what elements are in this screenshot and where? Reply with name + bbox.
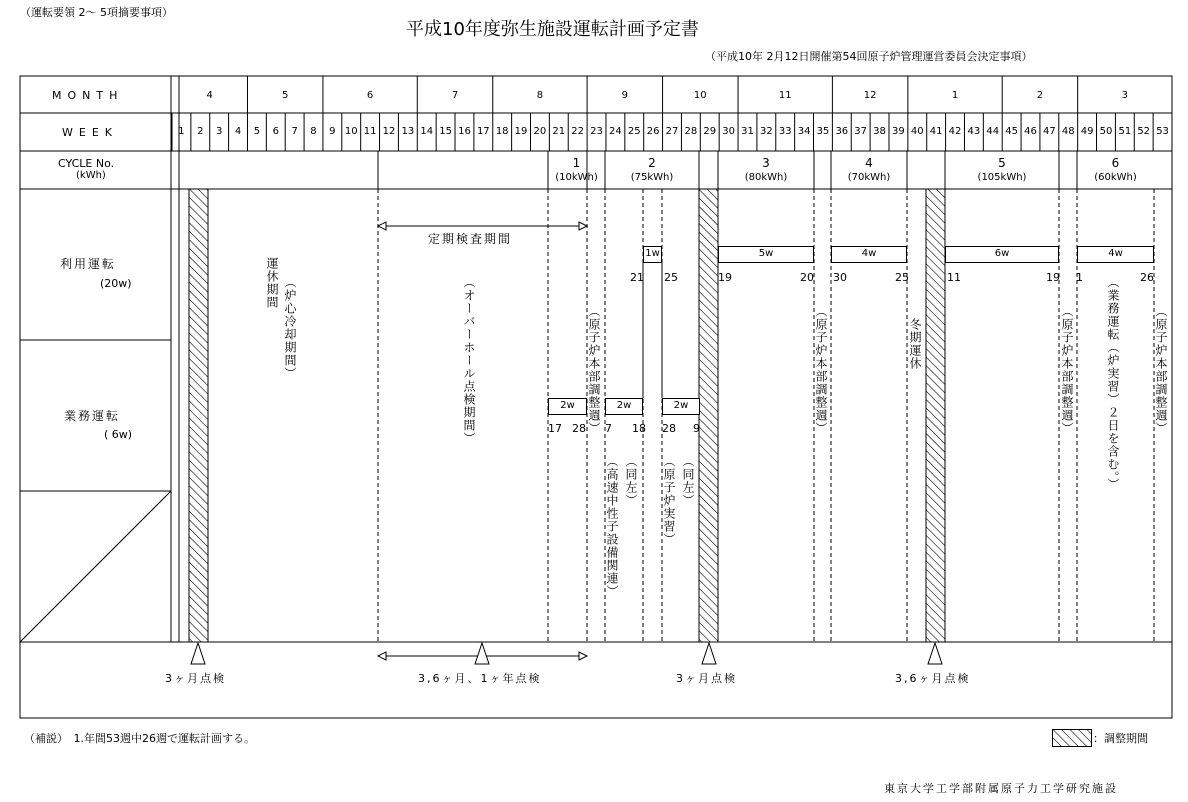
riyo-box-4w-a: 4w bbox=[831, 246, 907, 263]
note-overhaul: （オーバーホール点検期間） bbox=[462, 276, 476, 445]
hatched-period bbox=[699, 189, 718, 642]
date-label: 18 bbox=[632, 422, 646, 435]
date-label: 19 bbox=[718, 271, 732, 284]
week-cell: 52 bbox=[1137, 126, 1151, 137]
gyomu-box-2w-c: 2w bbox=[662, 398, 700, 415]
week-cell: 8 bbox=[310, 126, 317, 137]
week-cell: 7 bbox=[291, 126, 298, 137]
week-cell: 18 bbox=[495, 126, 509, 137]
week-cell: 48 bbox=[1061, 126, 1075, 137]
inspection-triangle-icon bbox=[702, 643, 716, 664]
week-cell: 24 bbox=[609, 126, 622, 137]
cycle-number: 6 bbox=[1111, 156, 1120, 170]
note-roshin: （炉心冷却期間） bbox=[283, 276, 297, 380]
cycle-number: 5 bbox=[998, 156, 1006, 170]
week-cell: 11 bbox=[363, 126, 377, 137]
week-cell: 29 bbox=[703, 126, 717, 137]
week-cell: 25 bbox=[627, 126, 641, 137]
month-cell: 12 bbox=[863, 90, 877, 101]
inspection-triangle-icon bbox=[475, 643, 489, 664]
week-cell: 46 bbox=[1024, 126, 1037, 137]
week-cell: 35 bbox=[816, 126, 830, 137]
row-label-riyo: 利用運転 bbox=[60, 257, 117, 271]
week-cell: 43 bbox=[967, 126, 981, 137]
arrow-head bbox=[378, 652, 386, 660]
cycle-number: 1 bbox=[572, 156, 581, 170]
riyo-box-6w: 6w bbox=[945, 246, 1059, 263]
date-label: 21 bbox=[630, 271, 644, 284]
month-cell: 9 bbox=[621, 90, 629, 101]
week-cell: 47 bbox=[1042, 126, 1056, 137]
week-cell: 30 bbox=[722, 126, 735, 137]
week-cell: 27 bbox=[665, 126, 679, 137]
arrow-head bbox=[579, 222, 587, 230]
week-cell: 32 bbox=[759, 126, 773, 137]
riyo-box-1w: 1w bbox=[643, 246, 662, 263]
month-cell: 7 bbox=[451, 90, 459, 101]
cycle-kwh: (80kWh) bbox=[744, 172, 788, 183]
hatched-period bbox=[926, 189, 945, 642]
week-cell: 42 bbox=[948, 126, 962, 137]
cycle-number: 4 bbox=[865, 156, 873, 170]
date-label: 1 bbox=[1076, 271, 1083, 284]
week-cell: 45 bbox=[1005, 126, 1018, 137]
note-koso: （高速中性子設備関連） bbox=[605, 455, 619, 598]
note-doza-2: （同左） bbox=[681, 455, 695, 507]
week-cell: 33 bbox=[778, 126, 792, 137]
week-cell: 22 bbox=[571, 126, 585, 137]
week-cell: 23 bbox=[590, 126, 603, 137]
month-cell: 8 bbox=[536, 90, 544, 101]
week-cell: 50 bbox=[1099, 126, 1113, 137]
note-gyomu: （業務運転（炉実習）２日を含む。） bbox=[1106, 276, 1120, 491]
month-cell: 4 bbox=[206, 90, 213, 101]
note-kyushi: 運休期間 bbox=[265, 257, 279, 309]
week-cell: 16 bbox=[458, 126, 471, 137]
page-title: 平成10年度弥生施設運転計画予定書 bbox=[406, 19, 699, 40]
month-cell: 2 bbox=[1036, 90, 1044, 101]
riyo-box-4w-b: 4w bbox=[1077, 246, 1154, 263]
week-cell: 3 bbox=[215, 126, 223, 137]
week-cell: 21 bbox=[552, 126, 566, 137]
legend-label: ：調整期間 bbox=[1093, 732, 1148, 745]
week-cell: 34 bbox=[797, 126, 811, 137]
gyomu-box-2w-a: 2w bbox=[548, 398, 587, 415]
week-cell: 15 bbox=[439, 126, 452, 137]
month-cell: 1 bbox=[951, 90, 959, 101]
inspection-triangle-icon bbox=[928, 643, 942, 664]
week-cell: 40 bbox=[910, 126, 924, 137]
date-label: 28 bbox=[572, 422, 586, 435]
week-cell: 6 bbox=[272, 126, 279, 137]
date-label: 9 bbox=[693, 422, 700, 435]
cycle-kwh: (10kWh) bbox=[555, 172, 598, 183]
inspection-label: 3ヶ月点検 bbox=[165, 672, 226, 685]
inspection-label: 3ヶ月点検 bbox=[676, 672, 737, 685]
note-doza-1: （同左） bbox=[624, 455, 638, 507]
arrow-head bbox=[579, 652, 587, 660]
note-genshiro-1: （原子炉本部調整週） bbox=[587, 305, 601, 435]
organization: 東京大学工学部附属原子力工学研究施設 bbox=[884, 782, 1118, 795]
inspection-label: 3,6ヶ月点検 bbox=[895, 672, 971, 685]
empty-cell-diagonal bbox=[20, 491, 171, 642]
week-cell: 10 bbox=[344, 126, 358, 137]
date-label: 11 bbox=[947, 271, 961, 284]
date-label: 28 bbox=[662, 422, 676, 435]
week-cell: 31 bbox=[741, 126, 754, 137]
note-genshiro-4: （原子炉本部調整週） bbox=[1154, 305, 1168, 435]
date-label: 30 bbox=[833, 271, 847, 284]
page-subtitle: （平成10年 2月12日開催第54回原子炉管理運営委員会決定事項） bbox=[705, 50, 1033, 63]
month-cell: 11 bbox=[778, 90, 792, 101]
week-cell: 17 bbox=[476, 126, 490, 137]
row-label-week: WEEK bbox=[62, 126, 118, 139]
cycle-number: 3 bbox=[762, 156, 770, 170]
week-cell: 14 bbox=[420, 126, 434, 137]
row-label-gyomu-sub: ( 6w) bbox=[104, 428, 133, 441]
arrow-head bbox=[378, 222, 386, 230]
month-cell: 5 bbox=[282, 90, 289, 101]
hatched-period bbox=[189, 189, 208, 642]
week-cell: 4 bbox=[234, 126, 242, 137]
riyo-box-5w: 5w bbox=[718, 246, 814, 263]
footer-note: （補説） 1.年間53週中26週で運転計画する。 bbox=[24, 732, 255, 745]
week-cell: 28 bbox=[684, 126, 698, 137]
cycle-number: 2 bbox=[648, 156, 656, 170]
week-cell: 41 bbox=[929, 126, 943, 137]
cycle-kwh: (105kWh) bbox=[977, 172, 1027, 183]
month-cell: 3 bbox=[1121, 90, 1128, 101]
inspection-triangle-icon bbox=[191, 643, 205, 664]
row-label-cycle: CYCLE No. bbox=[58, 157, 115, 170]
row-label-riyo-sub: (20w) bbox=[100, 277, 132, 290]
legend-hatch-swatch bbox=[1052, 729, 1092, 747]
week-cell: 20 bbox=[533, 126, 547, 137]
note-genshiro-3: （原子炉本部調整週） bbox=[1060, 305, 1074, 435]
week-cell: 13 bbox=[401, 126, 415, 137]
teiki-label: 定期検査期間 bbox=[428, 232, 513, 246]
date-label: 19 bbox=[1046, 271, 1060, 284]
week-cell: 5 bbox=[253, 126, 261, 137]
week-cell: 12 bbox=[382, 126, 396, 137]
cycle-kwh: (60kWh) bbox=[1094, 172, 1137, 183]
cycle-kwh: (70kWh) bbox=[847, 172, 891, 183]
date-label: 17 bbox=[548, 422, 562, 435]
week-cell: 36 bbox=[835, 126, 849, 137]
date-label: 25 bbox=[895, 271, 909, 284]
row-label-cycle-unit: (kWh) bbox=[76, 170, 106, 181]
cycle-kwh: (75kWh) bbox=[630, 172, 674, 183]
row-label-month: MONTH bbox=[52, 89, 124, 102]
week-cell: 53 bbox=[1156, 126, 1169, 137]
gyomu-box-2w-b: 2w bbox=[605, 398, 643, 415]
week-cell: 49 bbox=[1080, 126, 1094, 137]
week-cell: 2 bbox=[197, 126, 204, 137]
month-cell: 6 bbox=[366, 90, 374, 101]
note-genshiro-2: （原子炉本部調整週） bbox=[814, 305, 828, 435]
inspection-label: 3,6ヶ月、1ヶ年点検 bbox=[418, 672, 542, 685]
date-label: 7 bbox=[605, 422, 612, 435]
note-jisshu: （原子炉実習） bbox=[662, 455, 676, 546]
top-note: （運転要領 2～ 5項摘要事項） bbox=[20, 6, 173, 19]
week-cell: 39 bbox=[892, 126, 905, 137]
note-toki: 冬期運休 bbox=[908, 318, 922, 370]
week-cell: 19 bbox=[514, 126, 528, 137]
month-cell: 10 bbox=[693, 90, 707, 101]
week-cell: 9 bbox=[329, 126, 336, 137]
week-cell: 44 bbox=[986, 126, 1000, 137]
week-cell: 38 bbox=[873, 126, 886, 137]
week-cell: 51 bbox=[1118, 126, 1132, 137]
date-label: 20 bbox=[800, 271, 814, 284]
week-cell: 26 bbox=[646, 126, 660, 137]
row-label-gyomu: 業務運転 bbox=[64, 409, 121, 423]
date-label: 25 bbox=[664, 271, 678, 284]
week-cell: 37 bbox=[854, 126, 868, 137]
date-label: 26 bbox=[1140, 271, 1154, 284]
week-cell: 1 bbox=[178, 126, 185, 137]
